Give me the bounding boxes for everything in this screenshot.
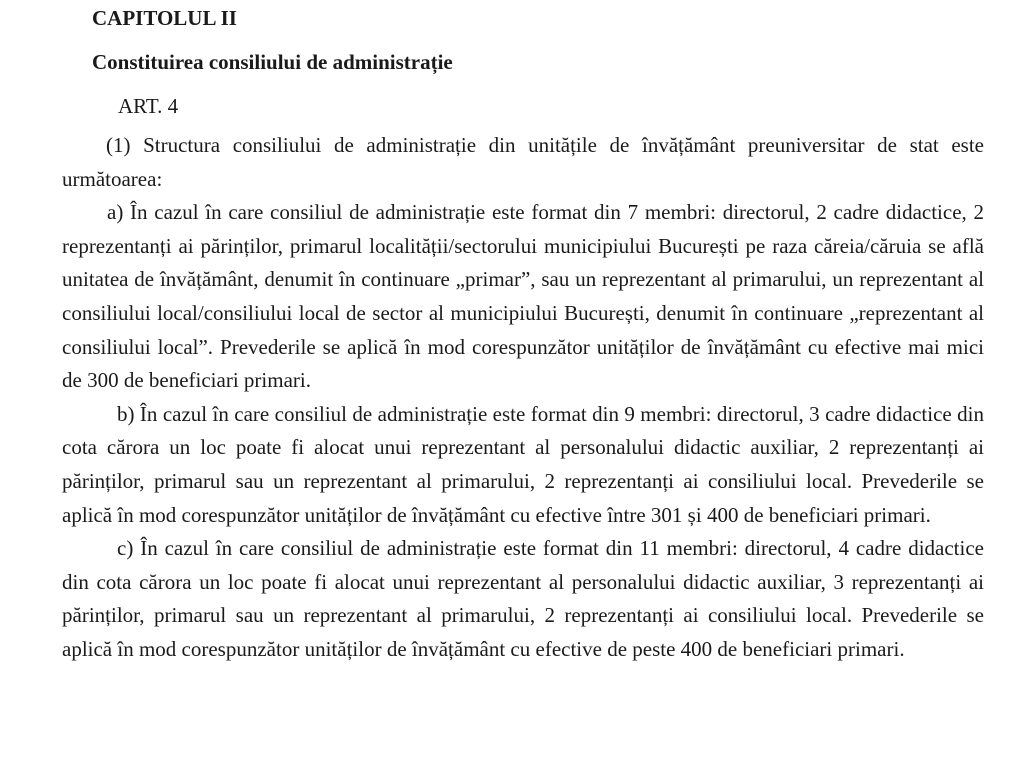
paragraph-1: (1) Structura consiliului de administrație din unitățile de învățământ preuniversitar de stat este următoarea:: [62, 133, 984, 191]
paragraph-b: b) În cazul în care consiliul de administrație este format din 9 membri: directorul, 3 cadre didactice din cota cărora un loc poate fi alocat unui reprezentant al personalului didactic auxiliar, 2 reprezentanți ai părinților, primarul sau un reprezentant al primarului, 2 reprezentanți ai consiliului local. Prevederile se aplică în mod corespunzător unităților de învățământ cu efective între 301 și 400 de beneficiari primari.: [62, 401, 984, 527]
paragraph-a: a) În cazul în care consiliul de administrație este format din 7 membri: directorul, 2 cadre didactice, 2 reprezentanți ai părinților, primarul localității/sectorului municipiului București pe raza căreia/căruia se află unitatea de învățământ, denumit în continuare „primar”, sau un reprezentant al primarului, un reprezentant al consiliului local/consiliului local de sector al municipiului București, denumit în continuare „reprezentant al consiliului local”. Prevederile se aplică în mod corespunzător unităților de învățământ cu efective mai mici de 300 de beneficiari primari.: [62, 200, 984, 393]
article-body: [62, 129, 984, 667]
chapter-heading: CAPITOLUL II: [92, 6, 237, 30]
article-number: ART. 4: [118, 94, 179, 118]
section-title: Constituirea consiliului de administrație: [92, 50, 453, 74]
paragraph-c: c) În cazul în care consiliul de administrație este format din 11 membri: directorul, 4 cadre didactice din cota cărora un loc poate fi alocat unui reprezentant al personalului didactic auxiliar, 3 reprezentanți ai părinților, primarul sau un reprezentant al primarului, 2 reprezentanți ai consiliului local. Prevederile se aplică în mod corespunzător unităților de învățământ cu efective de peste 400 de beneficiari primari.: [62, 536, 984, 661]
